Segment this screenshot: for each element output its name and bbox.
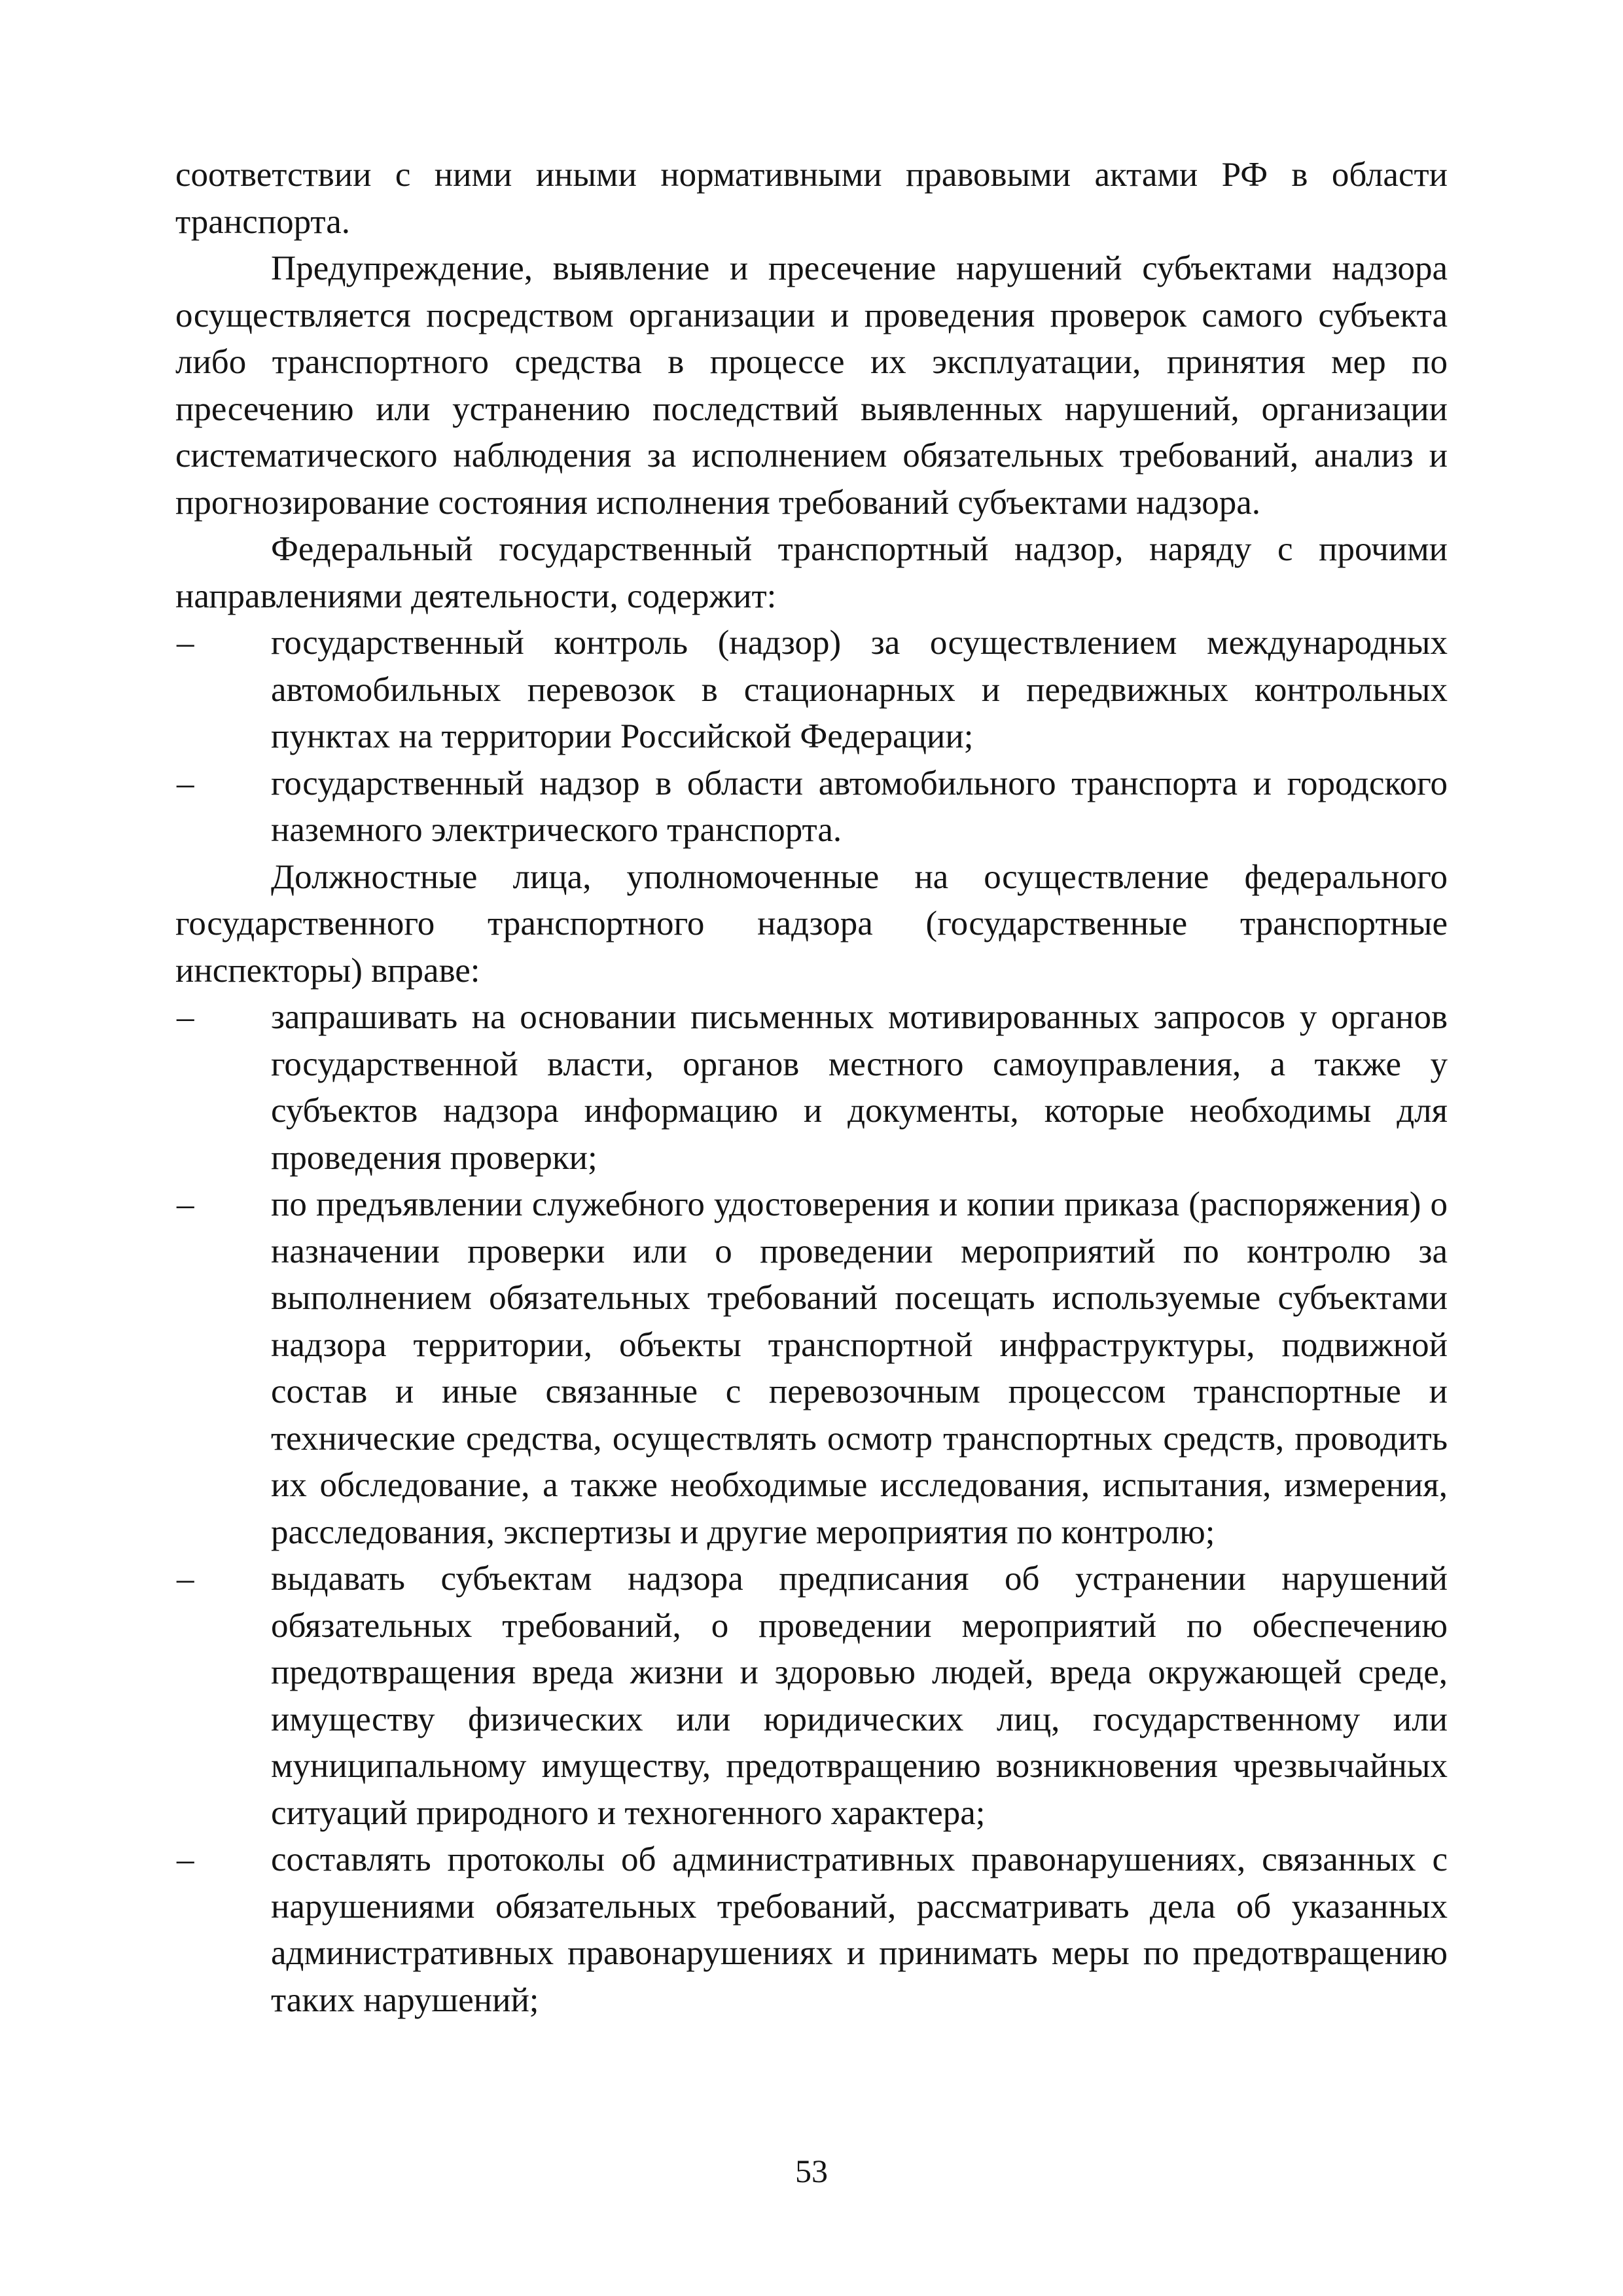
list-marker: – [177,1840,194,1878]
paragraph-officials: Должностные лица, уполномоченные на осуществление федерального государственного транспортного надзора (государственные транспортные инспекторы) вправе: [175,857,1448,990]
list-item [175,994,1448,1181]
list-item-text: выдавать субъектам надзора предписания об устранении нарушений обязательных требований, о проведении мероприятий по обеспечению предотвращения вреда жизни и здоровью людей, вреда окружающей среде, имуществу физических или юридических лиц, государственному или муниципальному имуществу, предотвращению возникновения чрезвычайных ситуаций природного и техногенного характера; [271,1560,1448,1832]
list-item [175,1837,1448,2024]
list-marker: – [177,1185,194,1223]
list-marker: – [177,998,194,1036]
list-item [175,1181,1448,1556]
list-item-text: составлять протоколы об административных правонарушениях, связанных с нарушениями обязательных требований, рассматривать дела об указанных административных правонарушениях и принимать меры по предотвращению таких нарушений; [271,1840,1448,2019]
list-item [175,761,1448,854]
paragraph-continuation: соответствии с ними иными нормативными правовыми актами РФ в области транспорта. [175,156,1448,241]
list-item-text: запрашивать на основании письменных мотивированных запросов у органов государственной власти, органов местного самоуправления, а также у субъектов надзора информацию и документы, которые необходимы для проведения проверки; [271,998,1448,1177]
list-marker: – [177,624,194,662]
list-item-text: государственный надзор в области автомобильного транспорта и городского наземного электрического транспорта. [271,764,1448,849]
paragraph-federal-supervision: Федеральный государственный транспортный надзор, наряду с прочими направлениями деятельности, содержит: [175,530,1448,615]
list-marker: – [177,1560,194,1598]
list-item [175,620,1448,761]
page-number: 53 [795,2153,828,2189]
list-marker: – [177,764,194,802]
list-item [175,1556,1448,1837]
paragraph-prevention: Предупреждение, выявление и пресечение нарушений субъектами надзора осуществляется посредством организации и проведения проверок самого субъекта либо транспортного средства в процессе их эксплуатации, принятия мер по пресечению или устранению последствий выявленных нарушений, организации систематического наблюдения за исполнением обязательных требований, анализ и прогнозирование состояния исполнения требований субъектами надзора. [175,249,1448,522]
list-item-text: государственный контроль (надзор) за осуществлением международных автомобильных перевозок в стационарных и передвижных контрольных пунктах на территории Российской Федерации; [271,624,1448,755]
page-body [175,152,1448,2024]
list-item-text: по предъявлении служебного удостоверения и копии приказа (распоряжения) о назначении проверки или о проведении мероприятий по контролю за выполнением обязательных требований посещать используемые субъектами надзора территории, объекты транспортной инфраструктуры, подвижной состав и иные связанные с перевозочным процессом транспортные и технические средства, осуществлять осмотр транспортных средств, проводить их обследование, а также необходимые исследования, испытания, измерения, расследования, экспертизы и другие мероприятия по контролю; [271,1185,1448,1551]
